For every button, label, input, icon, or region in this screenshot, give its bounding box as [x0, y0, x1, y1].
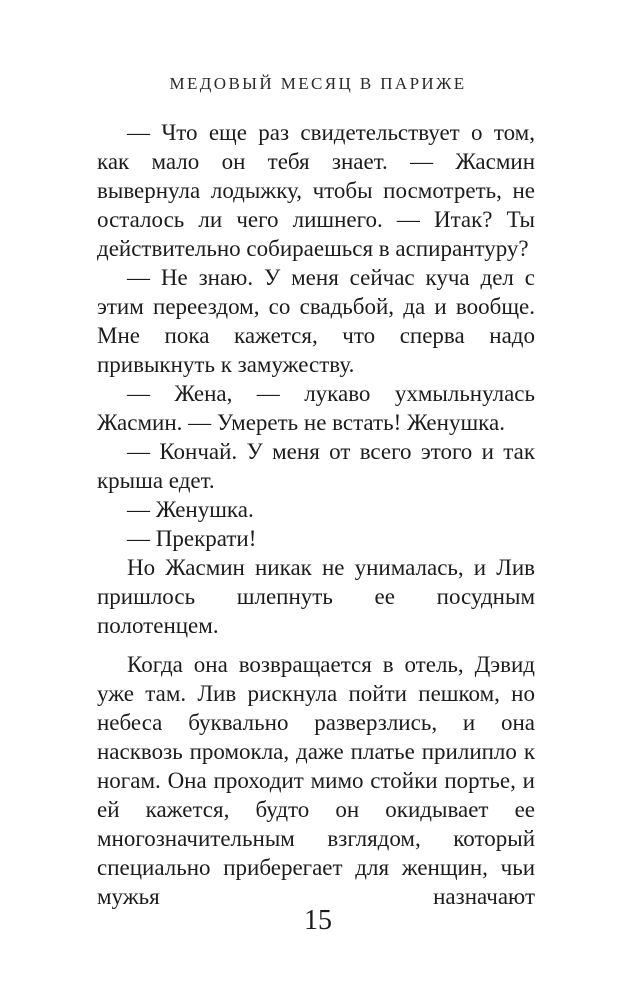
paragraph: — Что еще раз свидетельствует о том, как мало он тебя знает. — Жасмин вывернула лодыжку, чтобы посмотреть, не осталось ли чего лишнего. — Итак? Ты действительно собираешься в аспирантуру? — [97, 120, 535, 261]
page-number: 15 — [304, 905, 332, 936]
paragraph: — Жена, — лукаво ухмыльнулась Жасмин. — Умереть не встать! Женушка. — [97, 381, 535, 435]
running-header: МЕДОВЫЙ МЕСЯЦ В ПАРИЖЕ — [169, 74, 467, 93]
text-block-dialogue — [97, 118, 535, 640]
paragraph: Но Жасмин никак не унималась, и Лив пришлось шлепнуть ее посудным полотенцем. — [97, 555, 535, 638]
text-block-scene — [97, 650, 535, 911]
paragraph: — Не знаю. У меня сейчас куча дел с этим переездом, со свадьбой, да и вообще. Мне пока кажется, что сперва надо привыкнуть к замужеству. — [97, 265, 535, 377]
paragraph: — Прекрати! — [127, 526, 257, 551]
paragraph: — Кончай. У меня от всего этого и так крыша едет. — [97, 439, 535, 493]
paragraph: Когда она возвращается в отель, Дэвид уже там. Лив рискнула пойти пешком, но небеса буквально разверзлись, и она насквозь промокла, даже платье прилипло к ногам. Она проходит мимо стойки портье, и ей кажется, будто он окидывает ее многозначительным взглядом, который специально приберегает для женщин, чьи мужья назначают — [97, 652, 535, 909]
paragraph: — Женушка. — [127, 497, 254, 522]
